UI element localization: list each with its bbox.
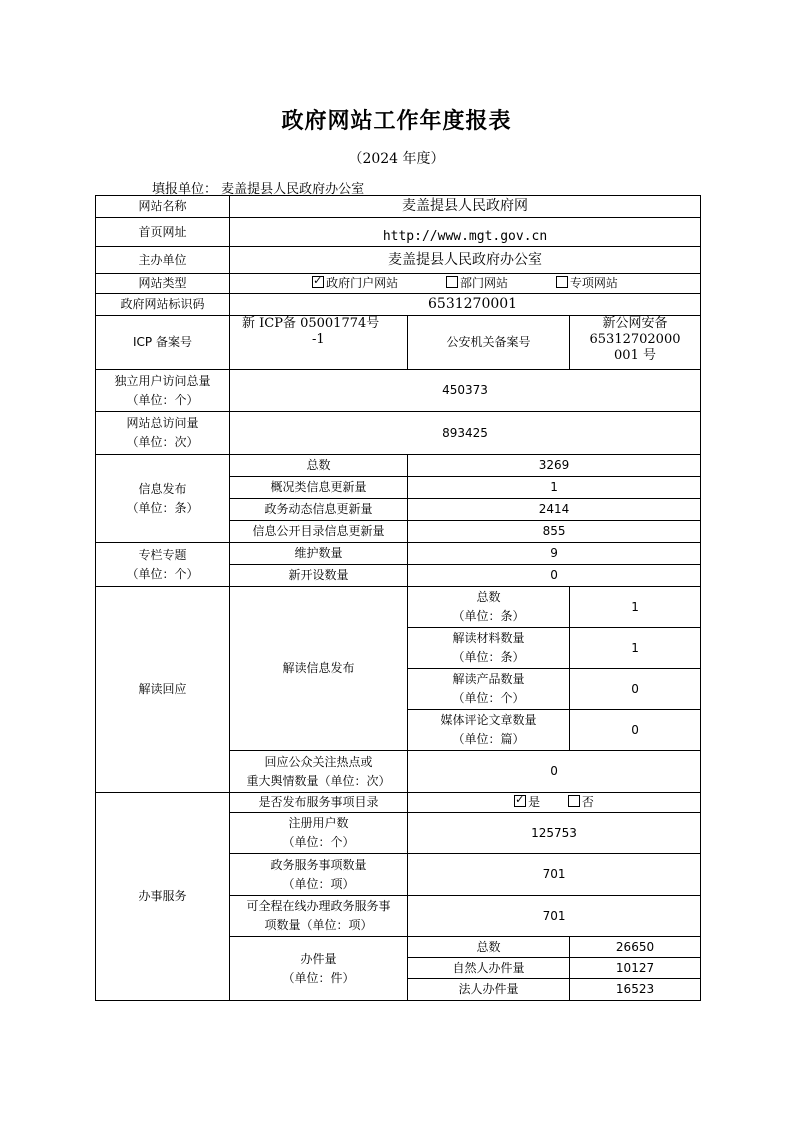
- site-id-value: 6531270001: [230, 294, 701, 316]
- site-name-label: 网站名称: [96, 196, 230, 218]
- total-visits-value: 893425: [230, 412, 701, 455]
- interp-row-label: [408, 628, 570, 669]
- unique-visitors-label-line2: （单位：个）: [126, 392, 199, 407]
- total-visits-label: [96, 412, 230, 455]
- info-publish-label-line2: （单位：条）: [126, 500, 199, 515]
- interp-response-label-line2: 重大舆情数量（单位：次）: [246, 773, 391, 788]
- columns-label: [96, 543, 230, 587]
- interp-row-label-line2: （单位：篇）: [452, 732, 525, 746]
- row-interp-total: [96, 587, 701, 628]
- interp-row-label: [408, 587, 570, 628]
- interp-row-label-line2: （单位：条）: [452, 650, 525, 664]
- service-catalog-options: [408, 793, 701, 813]
- row-site-type: [96, 274, 701, 294]
- option-special-label: 专项网站: [569, 276, 618, 290]
- info-row-value: 3269: [408, 455, 701, 477]
- row-info-total: [96, 455, 701, 477]
- cases-row-label: 法人办件量: [408, 979, 570, 1001]
- police-record-line2: 65312702000: [589, 332, 681, 347]
- row-site-name: [96, 196, 701, 218]
- interp-row-value: 1: [570, 628, 701, 669]
- cases-label-line2: （单位：件）: [282, 970, 355, 985]
- homepage-value: http://www.mgt.gov.cn: [230, 218, 701, 247]
- site-type-label: 网站类型: [96, 274, 230, 294]
- info-row-label: 总数: [230, 455, 408, 477]
- cases-label: [230, 937, 408, 1001]
- option-portal-label: 政府门户网站: [326, 276, 399, 290]
- interp-row-value: 1: [570, 587, 701, 628]
- online-items-value: 701: [408, 896, 701, 937]
- option-yes[interactable]: [514, 795, 540, 809]
- icp-value: [230, 316, 408, 370]
- row-sponsor: [96, 247, 701, 274]
- icp-label: ICP 备案号: [96, 316, 230, 370]
- police-record-line1: 新公网安备: [602, 316, 668, 331]
- option-no-label: 否: [581, 795, 594, 809]
- interpretation-label: 解读回应: [96, 587, 230, 793]
- interpretation-sub-label: 解读信息发布: [230, 587, 408, 751]
- checkbox-icon[interactable]: [446, 276, 458, 288]
- icp-value-line2: -1: [312, 332, 325, 347]
- info-publish-label: [96, 455, 230, 543]
- reporting-unit-label: 填报单位：: [152, 182, 218, 197]
- interp-row-label: [408, 669, 570, 710]
- info-publish-label-line1: 信息发布: [138, 481, 187, 496]
- sponsor-label: 主办单位: [96, 247, 230, 274]
- interp-response-value: 0: [408, 751, 701, 793]
- checkbox-checked-icon[interactable]: [514, 795, 526, 807]
- online-items-label: [230, 896, 408, 937]
- interp-row-label-line2: （单位：条）: [452, 609, 525, 623]
- online-items-label-line2: 项数量（单位：项）: [264, 918, 373, 932]
- site-name-value: 麦盖提县人民政府网: [230, 196, 701, 218]
- interp-row-label-line1: 解读材料数量: [452, 631, 525, 645]
- report-year: （2024 年度）: [348, 151, 445, 167]
- service-items-label: [230, 854, 408, 896]
- page-title: 政府网站工作年度报表: [281, 108, 512, 134]
- columns-row-value: 0: [408, 565, 701, 587]
- columns-row-value: 9: [408, 543, 701, 565]
- info-row-value: 855: [408, 521, 701, 543]
- checkbox-icon[interactable]: [568, 795, 580, 807]
- checkbox-icon[interactable]: [556, 276, 568, 288]
- info-row-label: 概况类信息更新量: [230, 477, 408, 499]
- row-site-id: [96, 294, 701, 316]
- row-total-visits: [96, 412, 701, 455]
- info-row-value: 2414: [408, 499, 701, 521]
- option-no[interactable]: [568, 795, 594, 809]
- columns-label-line2: （单位：个）: [126, 566, 199, 581]
- unique-visitors-value: 450373: [230, 370, 701, 412]
- cases-label-line1: 办件量: [300, 951, 337, 966]
- total-visits-label-line2: （单位：次）: [126, 435, 199, 449]
- registered-users-label-line1: 注册用户数: [288, 816, 349, 830]
- online-items-label-line1: 可全程在线办理政务服务事: [246, 899, 391, 913]
- option-department-label: 部门网站: [460, 276, 509, 290]
- unique-visitors-label: [96, 370, 230, 412]
- interp-row-label-line1: 总数: [476, 590, 501, 604]
- option-portal[interactable]: [312, 276, 398, 290]
- info-row-value: 1: [408, 477, 701, 499]
- police-record-label: 公安机关备案号: [408, 316, 570, 370]
- interp-response-label-line1: 回应公众关注热点或: [264, 754, 373, 769]
- columns-label-line1: 专栏专题: [138, 547, 187, 562]
- sponsor-value: 麦盖提县人民政府办公室: [230, 247, 701, 274]
- police-record-value: [570, 316, 701, 370]
- columns-row-label: 新开设数量: [230, 565, 408, 587]
- row-homepage: [96, 218, 701, 247]
- columns-row-label: 维护数量: [230, 543, 408, 565]
- option-special[interactable]: [556, 276, 618, 290]
- row-icp: [96, 316, 701, 370]
- service-catalog-label: 是否发布服务事项目录: [230, 793, 408, 813]
- cases-row-value: 10127: [570, 958, 701, 979]
- unique-visitors-label-line1: 独立用户访问总量: [114, 373, 211, 388]
- interp-row-label: [408, 710, 570, 751]
- registered-users-label: [230, 813, 408, 854]
- service-items-label-line1: 政务服务事项数量: [270, 857, 367, 872]
- service-items-label-line2: （单位：项）: [282, 876, 355, 891]
- registered-users-value: 125753: [408, 813, 701, 854]
- registered-users-label-line2: （单位：个）: [282, 835, 355, 849]
- cases-row-value: 16523: [570, 979, 701, 1001]
- total-visits-label-line1: 网站总访问量: [126, 416, 199, 430]
- interp-row-label-line1: 媒体评论文章数量: [440, 713, 537, 727]
- row-service-catalog: [96, 793, 701, 813]
- reporting-unit-value: 麦盖提县人民政府办公室: [221, 182, 365, 197]
- interp-row-value: 0: [570, 710, 701, 751]
- interp-row-value: 0: [570, 669, 701, 710]
- homepage-label: 首页网址: [96, 218, 230, 247]
- option-yes-label: 是: [528, 795, 541, 809]
- report-table: [95, 195, 701, 1001]
- row-columns-maintained: [96, 543, 701, 565]
- cases-row-label: 总数: [408, 937, 570, 958]
- services-label: 办事服务: [96, 793, 230, 1001]
- icp-value-line1: 新 ICP备 05001774号: [242, 316, 380, 331]
- checkbox-checked-icon[interactable]: [312, 276, 324, 288]
- cases-row-value: 26650: [570, 937, 701, 958]
- site-type-options: [230, 274, 701, 294]
- interp-response-label: [230, 751, 408, 793]
- service-items-value: 701: [408, 854, 701, 896]
- row-unique-visitors: [96, 370, 701, 412]
- interp-row-label-line1: 解读产品数量: [452, 672, 525, 686]
- option-department[interactable]: [446, 276, 508, 290]
- info-row-label: 信息公开目录信息更新量: [230, 521, 408, 543]
- interp-row-label-line2: （单位：个）: [452, 691, 525, 705]
- cases-row-label: 自然人办件量: [408, 958, 570, 979]
- site-id-label: 政府网站标识码: [96, 294, 230, 316]
- info-row-label: 政务动态信息更新量: [230, 499, 408, 521]
- police-record-line3: 001 号: [614, 348, 656, 363]
